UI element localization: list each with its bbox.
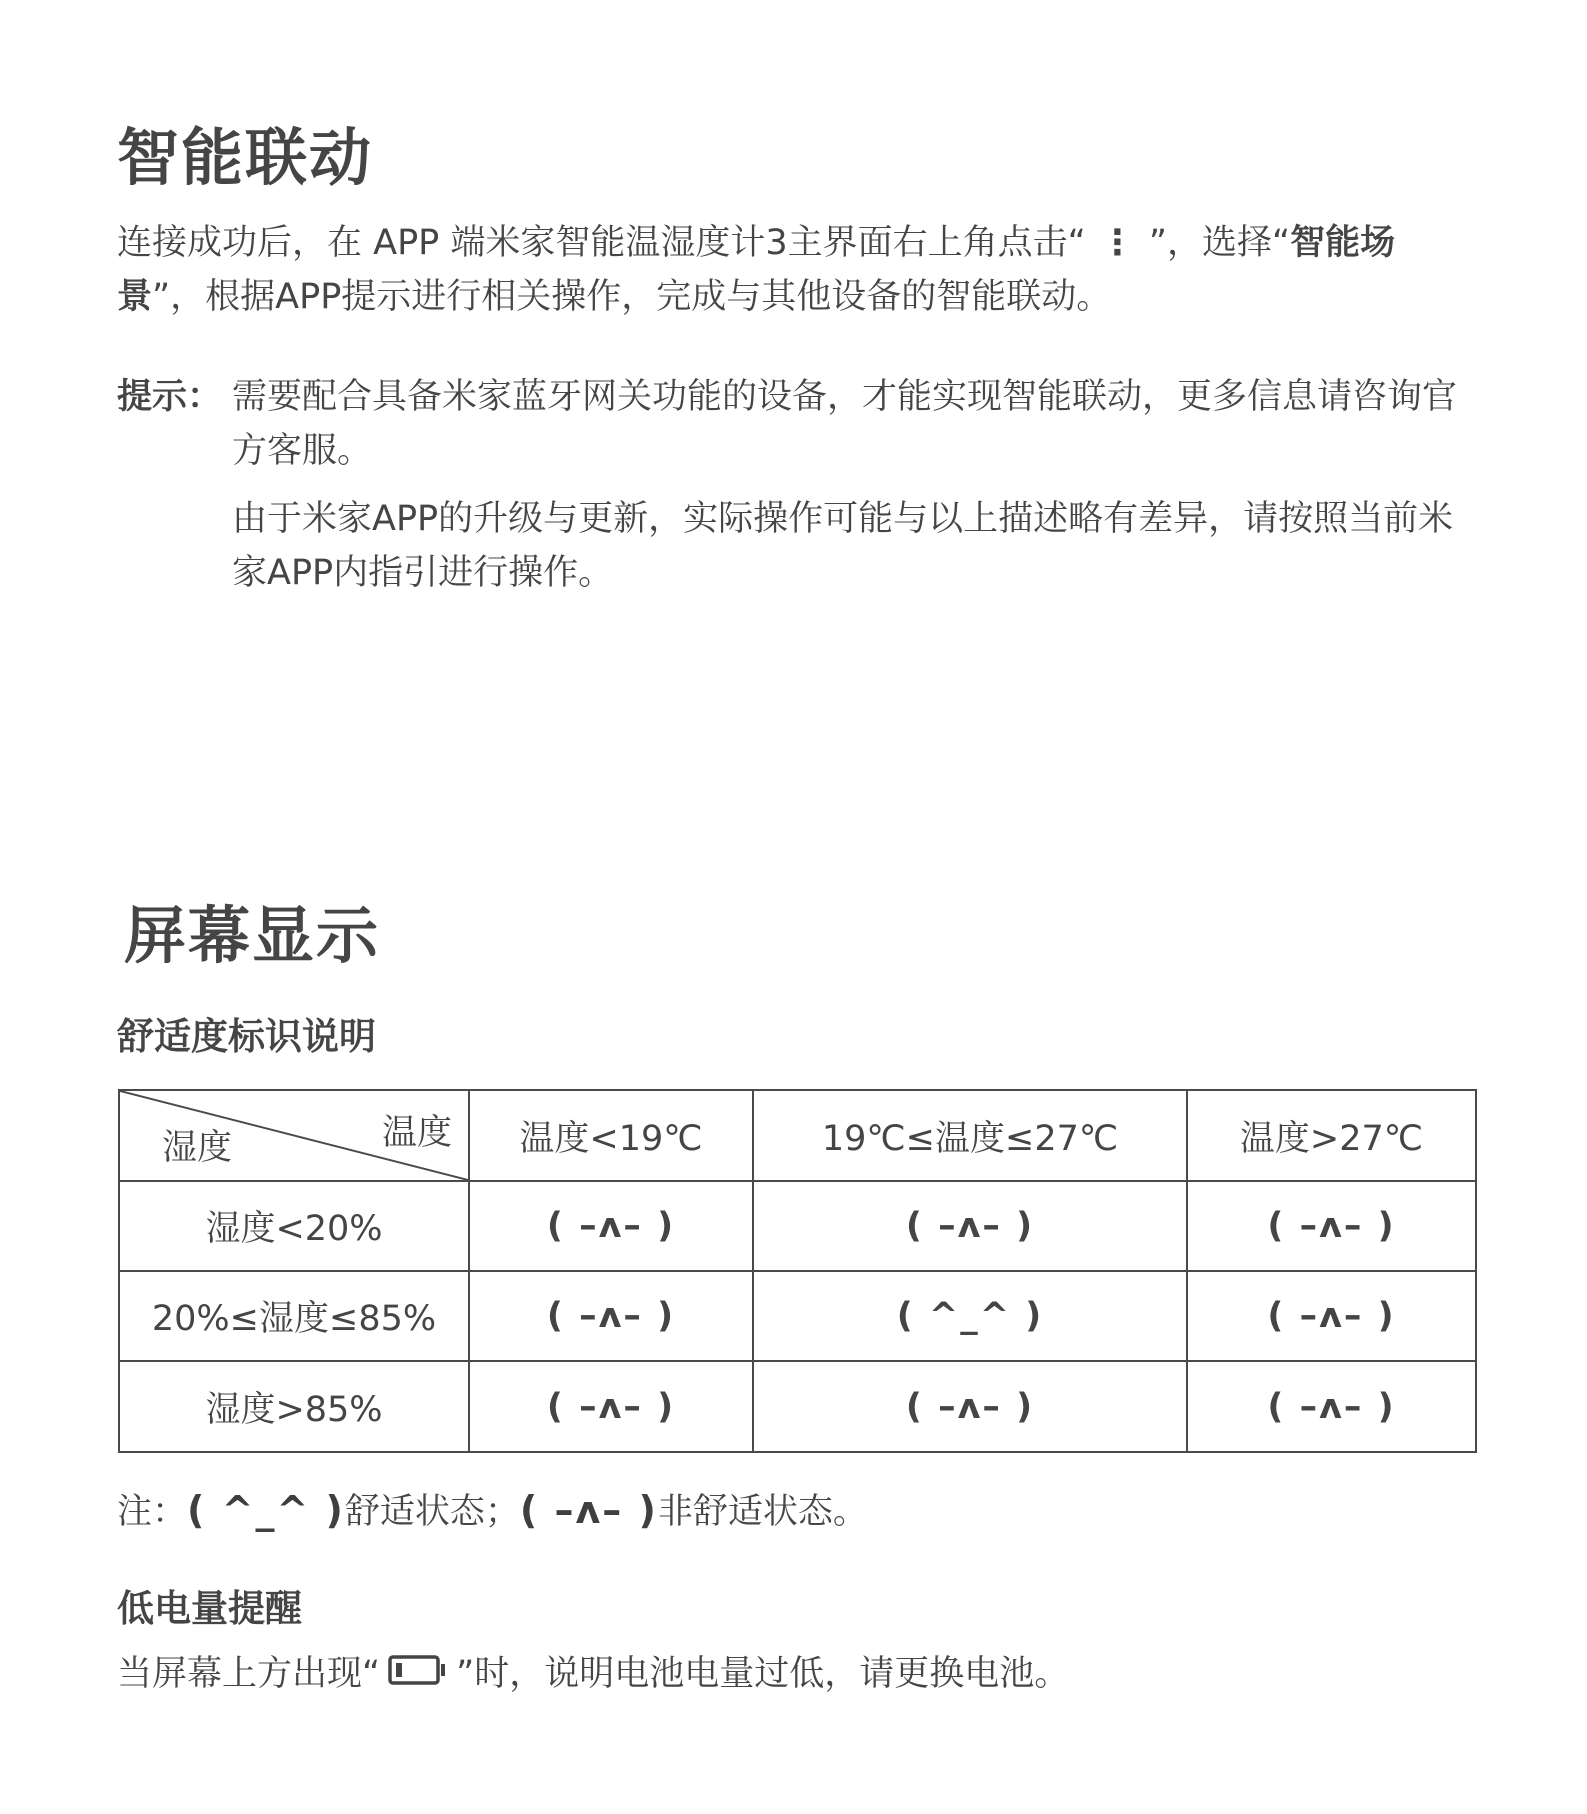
tip-label: 提示： <box>117 377 223 417</box>
comfortable-state-text: 舒适状态； <box>344 1492 520 1532</box>
uncomfortable-face: ( –ᴧ– ) <box>469 1361 753 1452</box>
uncomfortable-face: ( –ᴧ– ) <box>1187 1181 1476 1271</box>
uncomfortable-face: ( –ᴧ– ) <box>469 1271 753 1361</box>
note-label: 注： <box>117 1492 188 1532</box>
low-battery-text-a: 当屏幕上方出现“ <box>117 1654 381 1694</box>
tip-app-update: 由于米家APP的升级与更新，实际操作可能与以上描述略有差异，请按照当前米家APP内指引进行操作。 <box>232 499 1454 593</box>
row-label-humidity-high: 湿度>85% <box>119 1361 469 1452</box>
more-dots-icon: ⋮ <box>1099 223 1135 263</box>
uncomfortable-face: ( –ᴧ– ) <box>1187 1271 1476 1361</box>
comfort-indicator-title: 舒适度标识说明 <box>117 1015 376 1058</box>
header-temp-high: 温度>27℃ <box>1187 1090 1476 1181</box>
low-battery-title: 低电量提醒 <box>117 1587 302 1630</box>
header-temp-low: 温度<19℃ <box>469 1090 753 1181</box>
linkage-paragraph <box>117 216 1482 324</box>
row-label-humidity-low: 湿度<20% <box>119 1181 469 1271</box>
comfortable-face: ( ^_^ ) <box>187 1488 345 1532</box>
section-title-smart-linkage: 智能联动 <box>117 121 374 194</box>
uncomfortable-face: ( –ᴧ– ) <box>469 1181 753 1271</box>
linkage-text-c: ”，根据APP提示进行相关操作，完成与其他设备的智能联动。 <box>152 277 1112 317</box>
uncomfortable-face: ( –ᴧ– ) <box>753 1361 1187 1452</box>
table-row <box>119 1361 1476 1452</box>
tip-gateway: 需要配合具备米家蓝牙网关功能的设备，才能实现智能联动，更多信息请咨询官方客服。 <box>232 377 1458 471</box>
uncomfortable-state-text: 非舒适状态。 <box>657 1492 868 1532</box>
header-temp-mid: 19℃≤温度≤27℃ <box>753 1090 1187 1181</box>
corner-header-cell <box>119 1090 469 1181</box>
table-row <box>119 1271 1476 1361</box>
table-header-row <box>119 1090 1476 1181</box>
comfortable-face: ( ^_^ ) <box>753 1271 1187 1361</box>
table-row <box>119 1181 1476 1271</box>
corner-humidity-label: 湿度 <box>162 1128 233 1168</box>
comfort-note <box>117 1483 868 1539</box>
uncomfortable-face: ( –ᴧ– ) <box>753 1181 1187 1271</box>
row-label-humidity-mid: 20%≤湿度≤85% <box>119 1271 469 1361</box>
battery-low-icon <box>388 1648 448 1702</box>
low-battery-text-b: ”时，说明电池电量过低，请更换电池。 <box>456 1654 1070 1694</box>
linkage-text-a: 连接成功后，在 APP 端米家智能温湿度计3主界面右上角点击“ <box>117 223 1086 263</box>
uncomfortable-face: ( –ᴧ– ) <box>1187 1361 1476 1452</box>
low-battery-text <box>117 1647 1069 1702</box>
comfort-table <box>118 1089 1477 1453</box>
uncomfortable-face: ( –ᴧ– ) <box>519 1488 658 1532</box>
corner-temperature-label: 温度 <box>381 1113 452 1153</box>
section-title-screen-display: 屏幕显示 <box>124 899 381 972</box>
linkage-text-b: ”，选择“ <box>1148 223 1291 263</box>
smart-scene-label: 智能场景 <box>117 223 1396 317</box>
